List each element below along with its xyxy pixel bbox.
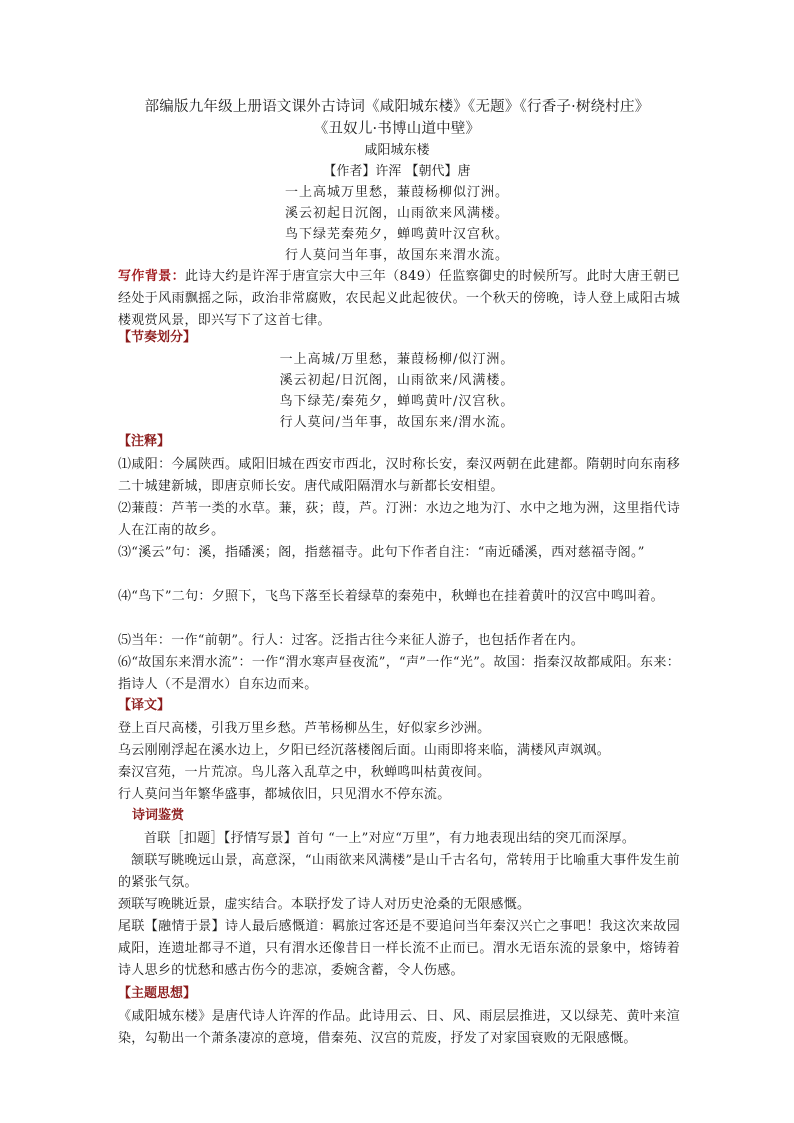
translation-heading: 【译文】: [118, 698, 171, 713]
document-title: 部编版九年级上册语文课外古诗词《咸阳城东楼》《无题》《行香子·树绕村庄》: [144, 99, 650, 115]
poem-line: 鸟下绿芜秦苑夕，蝉鸣黄叶汉宫秋。: [284, 227, 509, 242]
notes-heading: 【注释】: [118, 434, 171, 449]
theme-heading: 【主题思想】: [118, 986, 197, 1001]
note-item: ⑵蒹葭：芦苇一类的水草。蒹，荻；葭，芦。汀洲：水边之地为汀、水中之地为洲，这里指代诗人在江南的故乡。: [118, 501, 680, 538]
translation-line: 乌云刚刚浮起在溪水边上，夕阳已经沉落楼阁后面。山雨即将来临，满楼风声飒飒。: [118, 743, 611, 758]
translation-line: 行人莫问当年繁华盛事，都城依旧，只见渭水不停东流。: [118, 787, 451, 802]
poem-line: 一上高城万里愁，蒹葭杨柳似汀洲。: [284, 185, 509, 200]
appreciation-heading: 诗词鉴赏: [132, 808, 185, 823]
appreciation-paragraph: 颔联写眺晚远山景，高意深，“山雨欲来风满楼”是山千古名句，常转用于比喻重大事件发生前的紧张气氛。: [118, 853, 680, 890]
theme-paragraph: 《咸阳城东楼》是唐代诗人许浑的作品。此诗用云、日、风、雨层层推进，又以绿芜、黄叶来渲染，勾勒出一个萧条凄凉的意境，借秦苑、汉宫的荒废，抒发了对家国衰败的无限感慨。: [118, 1009, 680, 1046]
note-item: ⑶“溪云”句：溪，指磻溪；阁，指慈福寺。此句下作者自注：“南近磻溪，西对慈福寺阁。”: [118, 545, 645, 560]
background-label: 写作背景：: [118, 269, 186, 284]
background-text: 此诗大约是许浑于唐宣宗大中三年（849）任监察御史的时候所写。此时大唐王朝已经处于风雨飘摇之际，政治非常腐败，农民起义此起彼伏。一个秋天的傍晚，诗人登上咸阳古城楼观赏风景，即兴写下了这首七律。: [118, 269, 680, 328]
poem-title: 咸阳城东楼: [364, 143, 430, 158]
appreciation-paragraph: 首联［扣题］【抒情写景】首句 “一上”对应“万里”，有力地表现出结的突兀而深厚。: [144, 831, 636, 846]
background-paragraph: [118, 266, 680, 332]
note-item: ⑹“故国东来渭水流”：一作“渭水寒声昼夜流”，“声”一作“光”。故国：指秦汉故都咸阳。东来：指诗人（不是渭水）自东边而来。: [118, 655, 680, 692]
poem-line: 行人莫问当年事，故国东来渭水流。: [284, 248, 509, 263]
appreciation-paragraph: 尾联【融情于景】诗人最后感慨道：羁旅过客还是不要追问当年秦汉兴亡之事吧！我这次来故园咸阳，连遗址都寻不道，只有渭水还像昔日一样长流不止而已。渭水无语东流的景象中，熔铸着诗人思乡的忧愁和感古伤今的悲凉，委婉含蓄，令人伤感。: [118, 919, 680, 978]
author-line: 【作者】许浑 【朝代】唐: [323, 164, 471, 179]
poem-line: 溪云初起日沉阁，山雨欲来风满楼。: [284, 206, 509, 221]
appreciation-paragraph: 颈联写晚眺近景，虚实结合。本联抒发了诗人对历史沧桑的无限感慨。: [118, 897, 531, 912]
note-item: ⑷“鸟下”二句：夕照下，飞鸟下落至长着绿草的秦苑中，秋蝉也在挂着黄叶的汉宫中鸣叫着。: [118, 589, 664, 604]
rhythm-line: 行人莫问/当年事，故国东来/渭水流。: [279, 415, 515, 430]
rhythm-line: 一上高城/万里愁，蒹葭杨柳/似汀洲。: [279, 352, 515, 367]
translation-line: 秦汉宫苑，一片荒凉。鸟儿落入乱草之中，秋蝉鸣叫枯黄夜间。: [118, 765, 491, 780]
note-item: ⑴咸阳：今属陕西。咸阳旧城在西安市西北，汉时称长安，秦汉两朝在此建都。隋朝时向东南移二十城建新城，即唐京师长安。唐代咸阳隔渭水与新都长安相望。: [118, 457, 680, 494]
rhythm-line: 溪云初起/日沉阁，山雨欲来/风满楼。: [279, 373, 515, 388]
rhythm-heading: 【节奏划分】: [118, 330, 197, 345]
note-item: ⑸当年：一作“前朝”。行人：过客。泛指古往今来征人游子，也包括作者在内。: [118, 633, 585, 648]
translation-line: 登上百尺高楼，引我万里乡愁。芦苇杨柳丛生，好似家乡沙洲。: [118, 721, 491, 736]
document-subtitle: 《丑奴儿·书博山道中壁》: [313, 121, 481, 137]
rhythm-line: 鸟下绿芜/秦苑夕，蝉鸣黄叶/汉宫秋。: [279, 394, 515, 409]
